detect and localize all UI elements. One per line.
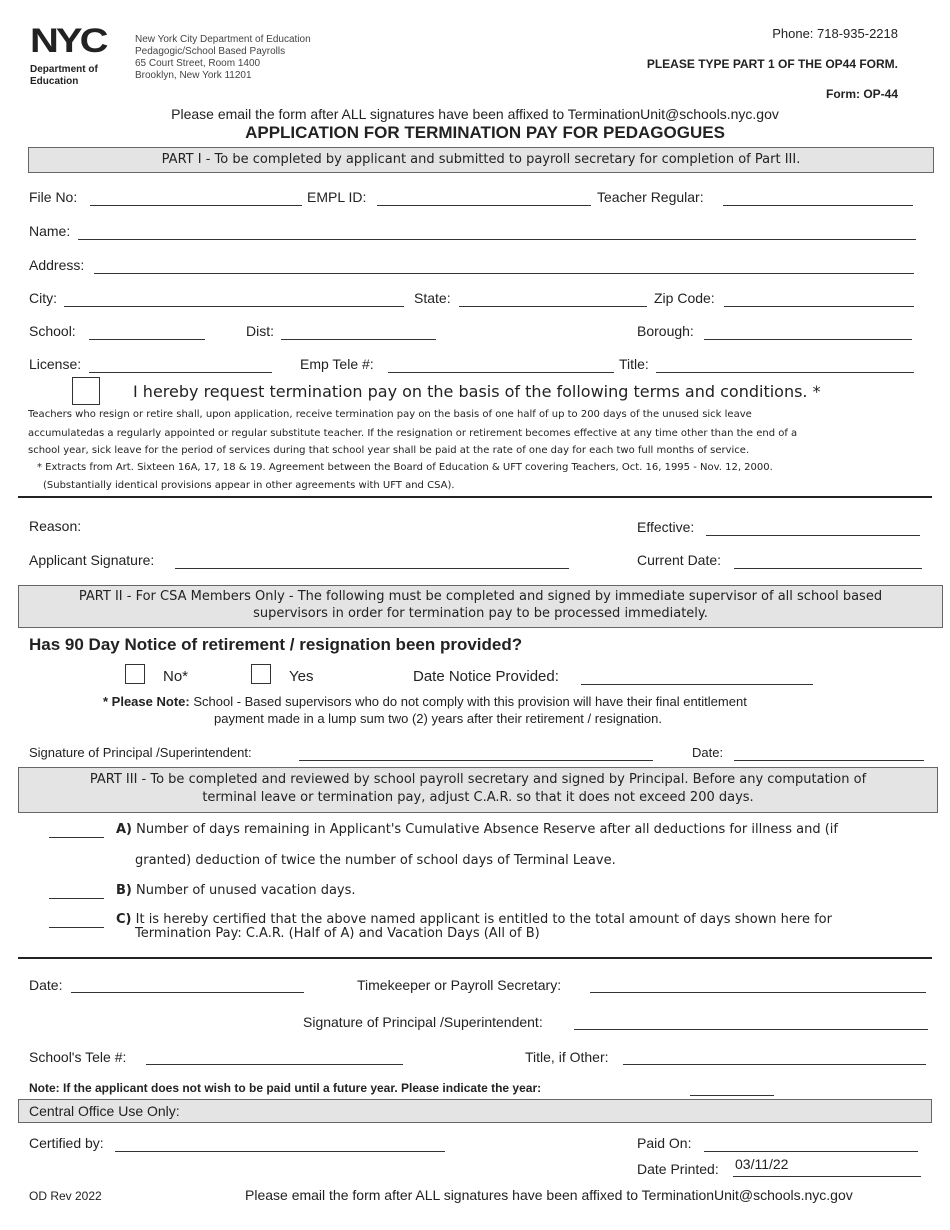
school-tele-field[interactable] [146, 1064, 403, 1065]
terms-text: accumulatedas a regularly appointed or regular substitute teacher. If the resignation or retirement becomes effective at any time other than the end of a [28, 428, 798, 439]
school-tele-label: School's Tele #: [29, 1049, 127, 1065]
logo-sub2: Education [30, 76, 79, 87]
address-line: New York City Department of Education [135, 34, 311, 45]
dist-field[interactable] [281, 339, 436, 340]
borough-field[interactable] [704, 339, 912, 340]
future-year-field[interactable] [690, 1095, 774, 1096]
yes-label: Yes [289, 668, 314, 685]
part3-heading: terminal leave or termination pay, adjust C.A.R. so that it does not exceed 200 days. [202, 790, 754, 805]
address-field[interactable] [94, 273, 914, 274]
item-c-text [116, 912, 832, 927]
date-notice-label: Date Notice Provided: [413, 668, 559, 685]
current-date-field[interactable] [734, 568, 922, 569]
title-other-field[interactable] [623, 1064, 926, 1065]
form-id: Form: OP-44 [825, 87, 898, 101]
item-b-field[interactable] [49, 898, 104, 899]
please-note-text: payment made in a lump sum two (2) years after their retirement / resignation. [214, 711, 662, 726]
state-field[interactable] [459, 306, 647, 307]
footer-date-label: Date: [29, 977, 63, 993]
address-line: Brooklyn, New York 11201 [135, 70, 252, 81]
principal-sig-label: Signature of Principal /Superintendent: [29, 745, 252, 760]
address-label: Address: [29, 257, 85, 273]
please-note [103, 694, 747, 709]
part3-heading-box [18, 767, 938, 813]
part2-date-label: Date: [692, 745, 724, 760]
city-field[interactable] [64, 306, 404, 307]
empl-id-field[interactable] [377, 205, 591, 206]
applicant-sig-label: Applicant Signature: [29, 552, 155, 568]
item-c-description: It is hereby certified that the above named applicant is entitled to the total amount of days shown here for [135, 912, 832, 927]
file-no-field[interactable] [90, 205, 302, 206]
item-a-description: Number of days remaining in Applicant's Cumulative Absence Reserve after all deductions for illness and (if [136, 822, 838, 837]
title-other-label: Title, if Other: [525, 1049, 609, 1065]
date-printed-label: Date Printed: [637, 1161, 719, 1177]
logo-sub1: Department of [30, 64, 98, 75]
emp-tele-field[interactable] [388, 372, 614, 373]
address-line: Pedagogic/School Based Payrolls [135, 46, 286, 57]
name-label: Name: [29, 223, 71, 239]
address-line: 65 Court Street, Room 1400 [135, 58, 261, 69]
part1-heading-box [28, 147, 934, 173]
please-note-label: * Please Note: [103, 694, 190, 709]
state-label: State: [414, 290, 451, 306]
email-note-bottom: Please email the form after ALL signatures have been affixed to TerminationUnit@schools.nyc.gov [245, 1187, 853, 1203]
school-field[interactable] [89, 339, 205, 340]
central-office-box [18, 1099, 932, 1123]
timekeeper-field[interactable] [590, 992, 926, 993]
teacher-regular-label: Teacher Regular: [597, 189, 704, 205]
terms-text: Teachers who resign or retire shall, upon application, receive termination pay on the basis of one half of up to 200 days of the unused sick leave [28, 409, 752, 420]
item-c-field[interactable] [49, 927, 104, 928]
item-c-label: C) [116, 912, 132, 927]
divider [18, 957, 932, 959]
file-no-label: File No: [29, 189, 78, 205]
type-note: PLEASE TYPE PART 1 OF THE OP44 FORM. [646, 57, 898, 71]
revision: OD Rev 2022 [29, 1189, 102, 1203]
date-printed-field[interactable] [733, 1176, 921, 1177]
request-statement: I hereby request termination pay on the basis of the following terms and conditions. * [133, 382, 821, 401]
timekeeper-label: Timekeeper or Payroll Secretary: [357, 977, 562, 993]
date-printed-value: 03/11/22 [735, 1156, 789, 1172]
emp-tele-label: Emp Tele #: [300, 356, 374, 372]
footer-principal-sig-label: Signature of Principal /Superintendent: [303, 1014, 543, 1030]
part1-heading: PART I - To be completed by applicant and submitted to payroll secretary for completion of Part III. [161, 152, 801, 167]
email-note-top: Please email the form after ALL signatures have been affixed to TerminationUnit@schools.nyc.gov [171, 106, 779, 122]
item-a-label: A) [116, 822, 133, 837]
item-b-label: B) [116, 883, 132, 898]
zip-label: Zip Code: [654, 290, 715, 306]
form-title: APPLICATION FOR TERMINATION PAY FOR PEDAGOGUES [245, 123, 725, 142]
logo-mark: NYC [30, 22, 106, 60]
item-b-text [116, 883, 356, 898]
no-checkbox[interactable] [125, 664, 145, 684]
applicant-sig-field[interactable] [175, 568, 569, 569]
current-date-label: Current Date: [637, 552, 722, 568]
item-a-text [116, 822, 838, 837]
part2-heading: PART II - For CSA Members Only - The following must be completed and signed by immediate supervisor of all school based [78, 589, 883, 604]
part3-heading: PART III - To be completed and reviewed by school payroll secretary and signed by Principal. Before any computation of [89, 772, 867, 787]
paid-on-label: Paid On: [637, 1135, 692, 1151]
teacher-regular-field[interactable] [723, 205, 913, 206]
school-label: School: [29, 323, 76, 339]
name-field[interactable] [78, 239, 916, 240]
future-year-note: Note: If the applicant does not wish to be paid until a future year. Please indicate the year: [29, 1081, 542, 1095]
license-label: License: [29, 356, 82, 372]
item-c-text: Termination Pay: C.A.R. (Half of A) and Vacation Days (All of B) [135, 926, 540, 941]
certified-by-label: Certified by: [29, 1135, 104, 1151]
item-a-field[interactable] [49, 837, 104, 838]
reason-label: Reason: [29, 518, 82, 534]
terms-text: (Substantially identical provisions appear in other agreements with UFT and CSA). [43, 480, 455, 491]
part2-date-field[interactable] [734, 760, 924, 761]
yes-checkbox[interactable] [251, 664, 271, 684]
effective-label: Effective: [637, 519, 695, 535]
item-b-description: Number of unused vacation days. [136, 883, 356, 898]
central-office-label: Central Office Use Only: [29, 1103, 180, 1119]
city-label: City: [29, 290, 57, 306]
effective-field[interactable] [706, 535, 920, 536]
part2-heading-box [18, 585, 943, 628]
borough-label: Borough: [637, 323, 694, 339]
title-field[interactable] [656, 372, 914, 373]
license-field[interactable] [89, 372, 272, 373]
phone: Phone: 718-935-2218 [772, 26, 898, 41]
part2-heading: supervisors in order for termination pay to be processed immediately. [253, 606, 708, 621]
certified-by-field[interactable] [115, 1151, 445, 1152]
footer-principal-sig-field[interactable] [574, 1029, 928, 1030]
date-notice-field[interactable] [581, 684, 813, 685]
terms-text: school year, sick leave for the period of services during that school year shall be paid at the rate of one day for each two full months of service. [28, 445, 750, 456]
principal-sig-field[interactable] [299, 760, 653, 761]
zip-field[interactable] [724, 306, 914, 307]
please-note-text: School - Based supervisors who do not comply with this provision will have their final entitlement [193, 694, 747, 709]
footer-date-field[interactable] [71, 992, 304, 993]
no-label: No* [163, 668, 189, 685]
divider [18, 496, 932, 498]
empl-id-label: EMPL ID: [307, 189, 367, 205]
title-label: Title: [619, 356, 649, 372]
request-checkbox[interactable] [72, 377, 100, 405]
terms-text: * Extracts from Art. Sixteen 16A, 17, 18 & 19. Agreement between the Board of Education & UFT covering Teachers, Oct. 16, 1995 - Nov. 12, 2000. [37, 462, 773, 473]
notice-question: Has 90 Day Notice of retirement / resignation been provided? [29, 635, 523, 654]
item-a-text: granted) deduction of twice the number of school days of Terminal Leave. [135, 853, 616, 868]
paid-on-field[interactable] [704, 1151, 918, 1152]
dist-label: Dist: [246, 323, 274, 339]
